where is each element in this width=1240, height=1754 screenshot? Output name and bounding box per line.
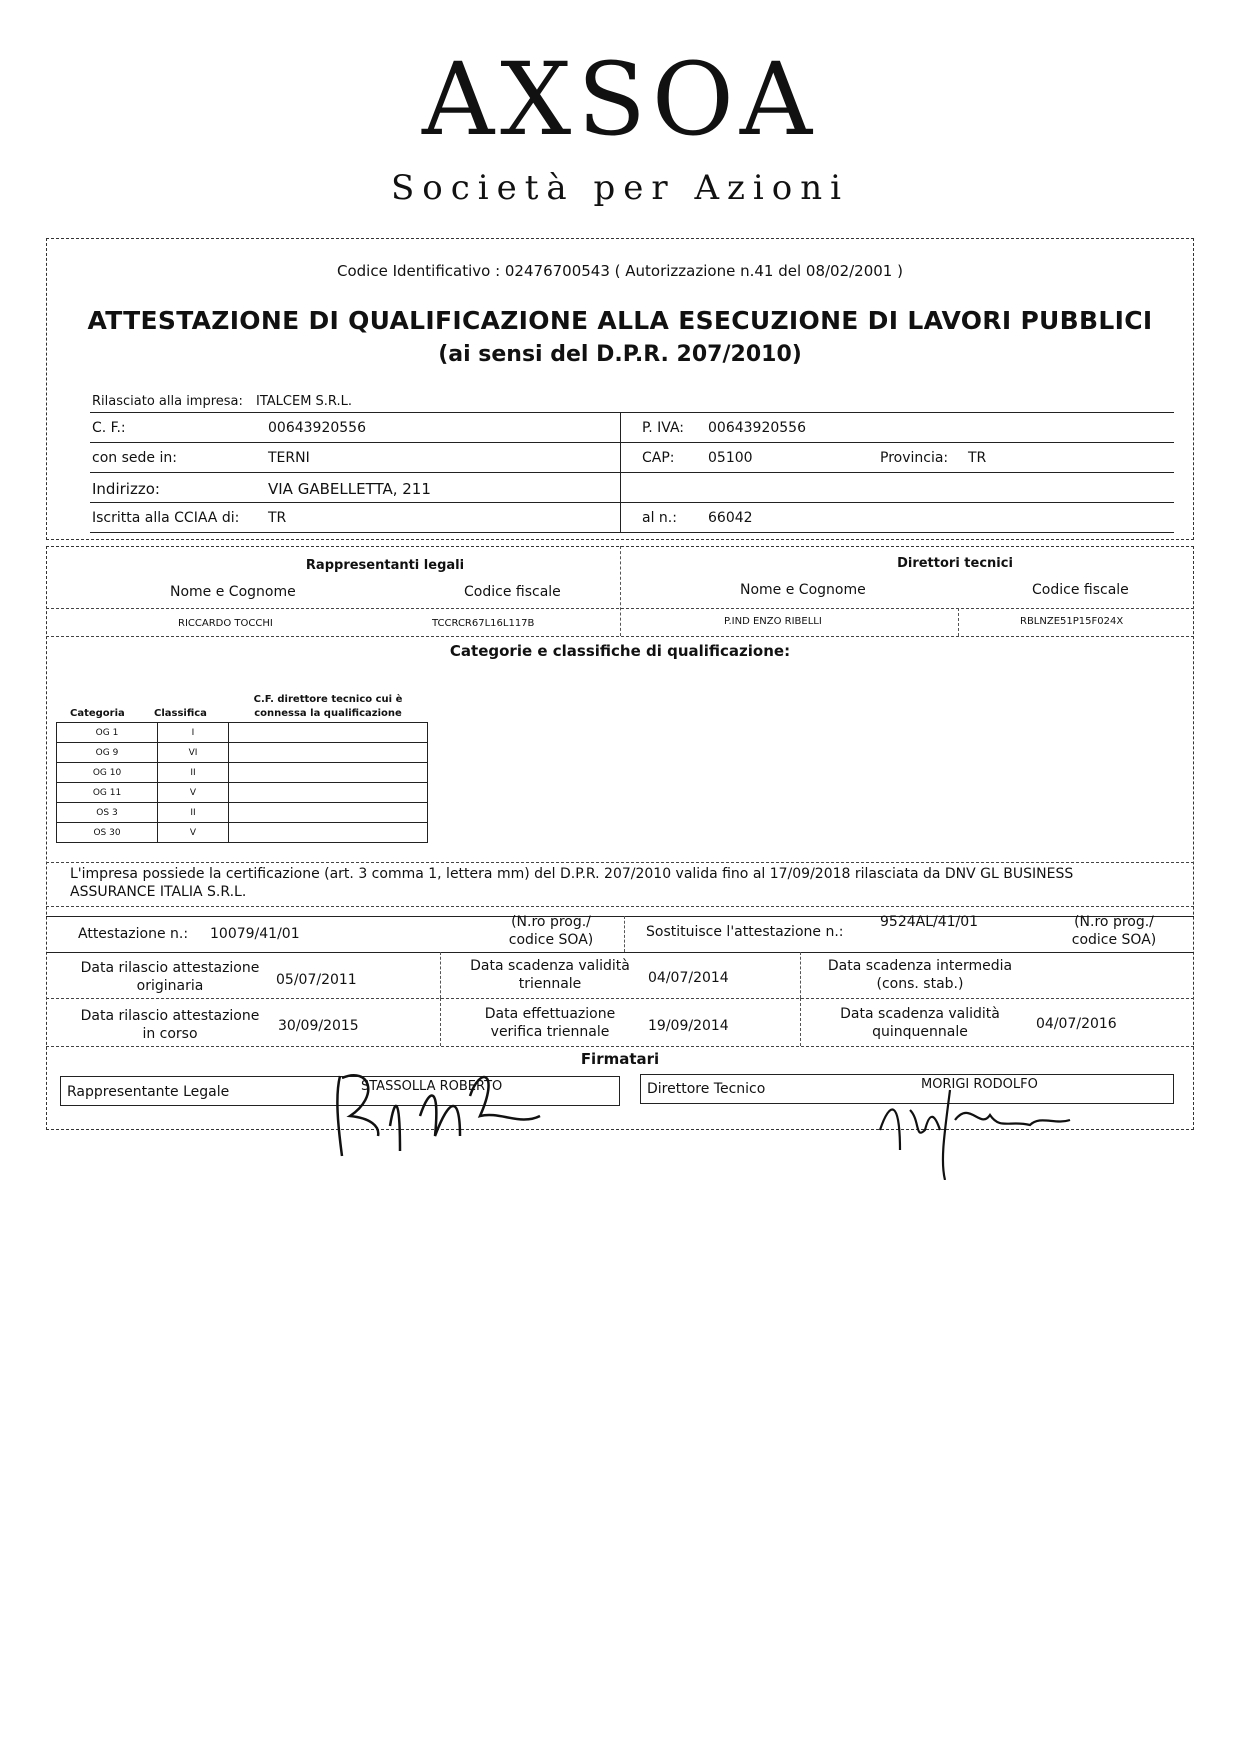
- categoria-cell: OS 30: [57, 823, 158, 843]
- provincia-value: TR: [968, 450, 987, 466]
- col-classifica: Classifica: [154, 708, 207, 719]
- scad-trien-value: 04/07/2014: [648, 970, 729, 986]
- table-row: [57, 723, 428, 743]
- cf-value: 00643920556: [268, 420, 366, 436]
- table-row: [57, 743, 428, 763]
- categoria-cell: OG 1: [57, 723, 158, 743]
- rilascio-corso-l1: Data rilascio attestazione: [80, 1008, 260, 1024]
- scad-quinq-l1: Data scadenza validità: [840, 1006, 1000, 1022]
- cciaa-label: Iscritta alla CCIAA di:: [92, 510, 240, 526]
- data-rilascio-orig-l1: Data rilascio attestazione: [80, 960, 260, 976]
- attestazione-label: Attestazione n.:: [78, 926, 189, 942]
- classifica-cell: V: [158, 783, 229, 803]
- classifica-cell: I: [158, 723, 229, 743]
- nro-prog-2-line2: codice SOA): [1071, 932, 1157, 948]
- categories-table: [56, 722, 428, 843]
- categoria-cell: OG 11: [57, 783, 158, 803]
- scad-interm-l1: Data scadenza intermedia: [827, 958, 1013, 974]
- scad-interm-l2: (cons. stab.): [876, 976, 964, 992]
- table-row: [57, 763, 428, 783]
- verifica-value: 19/09/2014: [648, 1018, 729, 1034]
- indirizzo-value: VIA GABELLETTA, 211: [268, 480, 431, 498]
- legal-signatory-name: STASSOLLA ROBERTO: [361, 1079, 503, 1094]
- company-logo: [0, 41, 1240, 158]
- sede-value: TERNI: [268, 450, 310, 466]
- cciaa-value: TR: [268, 510, 287, 526]
- tech-signatory-name: MORIGI RODOLFO: [921, 1077, 1038, 1092]
- indirizzo-label: Indirizzo:: [92, 480, 160, 498]
- tech-heading: Direttori tecnici: [897, 556, 1013, 571]
- cf-cell: [229, 803, 428, 823]
- scad-trien-l1: Data scadenza validità: [470, 958, 630, 974]
- certification-line1: L'impresa possiede la certificazione (art. 3 comma 1, lettera mm) del D.P.R. 207/2010 valida fino al 17/09/2018 rilasciata da DNV GL BUSINESS: [70, 866, 1074, 882]
- codice-identificativo: Codice Identificativo : 02476700543 ( Autorizzazione n.41 del 08/02/2001 ): [337, 262, 903, 280]
- cf-cell: [229, 743, 428, 763]
- legal-rep-cf: TCCRCR67L16L117B: [432, 618, 535, 629]
- certification-line2: ASSURANCE ITALIA S.R.L.: [70, 884, 247, 900]
- categories-heading: Categorie e classifiche di qualificazione:: [449, 642, 791, 660]
- col-categoria: Categoria: [70, 708, 125, 719]
- logo-wordmark: AXSOA: [421, 41, 819, 158]
- scad-quinq-l2: quinquennale: [872, 1024, 968, 1040]
- scad-trien-l2: triennale: [518, 976, 582, 992]
- classifica-cell: VI: [158, 743, 229, 763]
- firmatari-heading: Firmatari: [580, 1050, 660, 1068]
- attestazione-value: 10079/41/01: [210, 926, 300, 942]
- document-subtitle: (ai sensi del D.P.R. 207/2010): [438, 342, 802, 367]
- sostituisce-label: Sostituisce l'attestazione n.:: [646, 924, 844, 940]
- tech-col-name: Nome e Cognome: [740, 582, 866, 598]
- logo-subtitle: Società per Azioni: [390, 168, 850, 208]
- table-row: [57, 823, 428, 843]
- legal-col-name: Nome e Cognome: [170, 584, 296, 600]
- verifica-l1: Data effettuazione: [484, 1006, 616, 1022]
- rilascio-corso-value: 30/09/2015: [278, 1018, 359, 1034]
- cap-label: CAP:: [642, 450, 675, 466]
- tech-dir-name: P.IND ENZO RIBELLI: [724, 616, 822, 627]
- cap-value: 05100: [708, 450, 753, 466]
- cf-cell: [229, 763, 428, 783]
- classifica-cell: II: [158, 763, 229, 783]
- classifica-cell: V: [158, 823, 229, 843]
- legal-heading: Rappresentanti legali: [305, 558, 465, 573]
- table-row: [57, 803, 428, 823]
- nro-prog-1-line1: (N.ro prog./: [511, 914, 591, 930]
- piva-label: P. IVA:: [642, 420, 685, 436]
- legal-signatory-label: Rappresentante Legale: [67, 1084, 230, 1100]
- cf-cell: [229, 823, 428, 843]
- cf-cell: [229, 783, 428, 803]
- document-title: ATTESTAZIONE DI QUALIFICAZIONE ALLA ESECUZIONE DI LAVORI PUBBLICI: [87, 306, 1153, 335]
- tech-signatory-label: Direttore Tecnico: [647, 1081, 766, 1097]
- cf-cell: [229, 723, 428, 743]
- legal-rep-name: RICCARDO TOCCHI: [178, 618, 273, 629]
- col-cf-line1: C.F. direttore tecnico cui è: [253, 694, 403, 705]
- scad-quinq-value: 04/07/2016: [1036, 1016, 1117, 1032]
- aln-value: 66042: [708, 510, 753, 526]
- data-rilascio-orig-l2: originaria: [136, 978, 204, 994]
- categoria-cell: OS 3: [57, 803, 158, 823]
- aln-label: al n.:: [642, 510, 677, 526]
- piva-value: 00643920556: [708, 420, 806, 436]
- categoria-cell: OG 9: [57, 743, 158, 763]
- rilasciato-value: ITALCEM S.R.L.: [256, 394, 353, 409]
- nro-prog-1-line2: codice SOA): [508, 932, 594, 948]
- col-cf-line2: connessa la qualificazione: [254, 708, 402, 719]
- legal-signature-icon: [330, 1056, 560, 1166]
- data-rilascio-orig-value: 05/07/2011: [276, 972, 357, 988]
- table-row: [57, 783, 428, 803]
- tech-dir-cf: RBLNZE51P15F024X: [1020, 616, 1124, 627]
- provincia-label: Provincia:: [880, 450, 949, 466]
- sede-label: con sede in:: [92, 450, 177, 466]
- cf-label: C. F.:: [92, 420, 126, 436]
- sostituisce-value: 9524AL/41/01: [880, 914, 979, 930]
- verifica-l2: verifica triennale: [490, 1024, 610, 1040]
- tech-signature-icon: [870, 1070, 1080, 1180]
- nro-prog-2-line1: (N.ro prog./: [1074, 914, 1154, 930]
- rilascio-corso-l2: in corso: [142, 1026, 198, 1042]
- tech-col-cf: Codice fiscale: [1032, 582, 1129, 598]
- legal-col-cf: Codice fiscale: [464, 584, 561, 600]
- rilasciato-label: Rilasciato alla impresa:: [92, 394, 243, 409]
- classifica-cell: II: [158, 803, 229, 823]
- categoria-cell: OG 10: [57, 763, 158, 783]
